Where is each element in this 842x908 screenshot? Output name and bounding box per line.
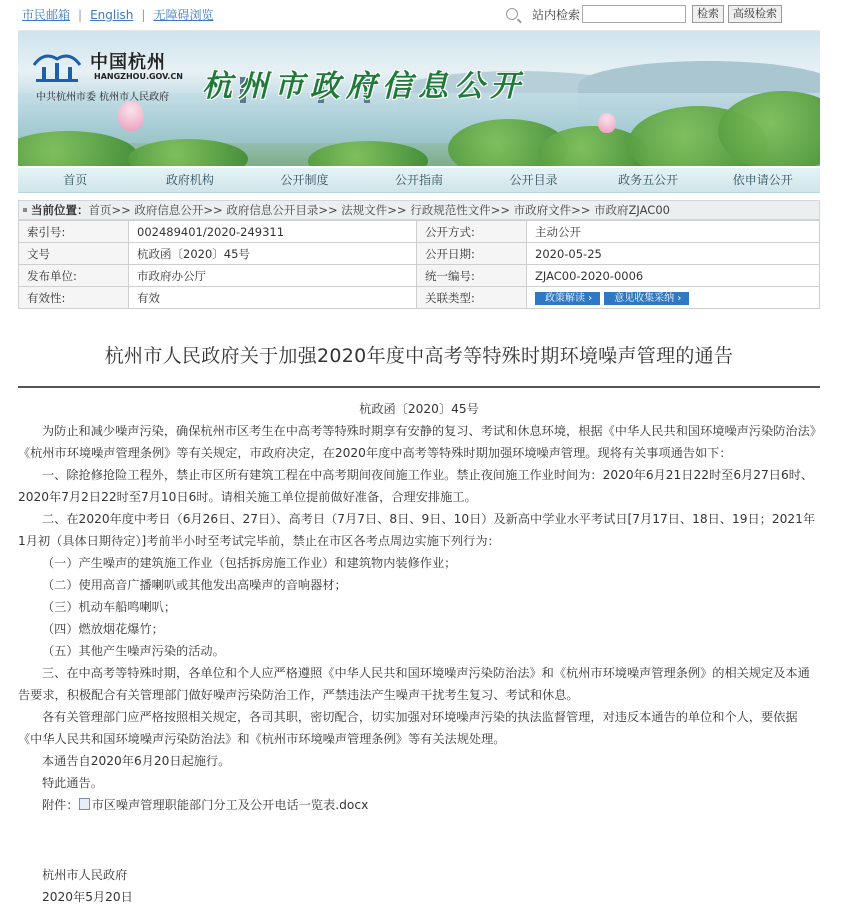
paragraph: 特此通告。 [42,776,103,790]
meta-key: 统一编号: [417,265,527,287]
list-item: （二）使用高音广播喇叭或其他发出高噪声的音响器材； [42,578,347,592]
document-number: 杭政函〔2020〕45号 [359,402,479,416]
search-button[interactable]: 检索 [692,5,724,23]
paragraph: 为防止和减少噪声污染，确保杭州市区考生在中高考等特殊时期享有安静的复习、考试和休息环境，根据《中华人民共和国环境噪声污染防治法》《杭州市环境噪声管理条例》等有关规定，市政府决定，在2020年度中高考等特殊时期加强环境噪声管理。现将有关事项通告如下： [18,424,816,460]
meta-value: 主动公开 [527,221,820,243]
document-meta-table [18,220,820,309]
nav-five-disclosures[interactable]: 政务五公开 [618,173,679,187]
paragraph: 一、除抢修抢险工程外，禁止市区所有建筑工程在中高考期间夜间施工作业。禁止夜间施工作业时间为：2020年6月21日22时至6月27日6时、2020年7月2日22时至7月10日6时。请相关施工单位提前做好准备，合理安排施工。 [18,468,814,504]
meta-value: 杭政函〔2020〕45号 [129,243,417,265]
attachment-label: 附件： [42,798,79,812]
meta-key: 公开方式: [417,221,527,243]
list-item: （四）燃放烟花爆竹； [42,622,164,636]
nav-gov-agencies[interactable]: 政府机构 [165,173,214,187]
breadcrumb-path[interactable]: 首页>> 政府信息公开>> 政府信息公开目录>> 法规文件>> 行政规范性文件>> 市政府文件>> 市政府ZJAC00 [88,203,670,217]
meta-value: 002489401/2020-249311 [129,221,417,243]
citizen-mail-link[interactable]: 市民邮箱 [22,8,71,22]
table-row [19,287,820,309]
breadcrumb-label: 当前位置： [31,203,89,217]
nav-apply-disclosure[interactable]: 依申请公开 [732,173,793,187]
list-item: （三）机动车船鸣喇叭； [42,600,177,614]
meta-key: 有效性: [19,287,129,309]
meta-key: 发布单位: [19,265,129,287]
meta-key: 文号 [19,243,129,265]
paragraph: 二、在2020年度中考日（6月26日、27日）、高考日（7月7日、8日、9日、10日）及新高中学业水平考试日[7月17日、18日、19日；2021年1月初（具体日期待定）]考前半小时至考试完毕前，禁止在市区各考点周边实施下列行为： [18,512,816,548]
meta-value: 有效 [129,287,417,309]
list-item: （五）其他产生噪声污染的活动。 [42,644,225,658]
signature-date: 2020年5月20日 [42,890,133,904]
table-row [19,221,820,243]
signature-org: 杭州市人民政府 [42,868,128,882]
table-row [19,265,820,287]
meta-value: 2020-05-25 [527,243,820,265]
related-type-cell [527,287,820,309]
meta-value: 市政府办公厅 [129,265,417,287]
meta-key: 公开日期: [417,243,527,265]
english-link[interactable]: English [90,8,134,22]
policy-interpretation-button[interactable]: 政策解读 › [535,292,600,305]
main-nav [18,168,820,193]
search-label: 站内检索 [531,7,580,22]
logo-en: HANGZHOU.GOV.CN [94,72,183,81]
hangzhou-logo-icon [32,49,82,83]
attachment-link[interactable]: 市区噪声管理职能部门分工及公开电话一览表.docx [91,798,369,812]
logo-sub: 中共杭州市委 杭州市人民政府 [36,92,170,103]
meta-value: ZJAC00-2020-0006 [527,265,820,287]
top-links: 市民邮箱 | English | 无障碍浏览 [22,8,214,22]
paragraph: 本通告自2020年6月20日起施行。 [42,754,231,768]
bullet-icon [23,208,27,212]
opinion-collection-button[interactable]: 意见收集采纳 › [604,292,689,305]
top-bar [18,0,820,31]
document-body [18,398,820,908]
accessibility-link[interactable]: 无障碍浏览 [153,8,214,22]
paragraph: 各有关管理部门应严格按照相关规定，各司其职，密切配合，切实加强对环境噪声污染的执法监督管理，对违反本通告的单位和个人，要依据《中华人民共和国环境噪声污染防治法》和《杭州市环境噪声管理条例》等有关法规处理。 [18,710,798,746]
attachment [18,794,820,816]
page-title: 杭州市人民政府关于加强2020年度中高考等特殊时期环境噪声管理的通告 [104,345,734,367]
banner-title: 杭州市政府信息公开 [202,69,526,104]
site-search [506,5,786,23]
breadcrumb [18,200,820,220]
advanced-search-button[interactable]: 高级检索 [728,5,782,23]
list-item: （一）产生噪声的建筑施工作业（包括拆房施工作业）和建筑物内装修作业； [42,556,457,570]
header-banner [18,31,820,166]
logo-cn: 中国杭州 [90,52,166,73]
nav-disclosure-catalog[interactable]: 公开目录 [509,173,558,187]
document-file-icon [79,798,90,810]
search-input[interactable] [582,5,686,23]
search-icon [506,8,518,20]
meta-key: 索引号: [19,221,129,243]
paragraph: 三、在中高考等特殊时期，各单位和个人应严格遵照《中华人民共和国环境噪声污染防治法》和《杭州市环境噪声管理条例》的相关规定及本通告要求，积极配合有关管理部门做好噪声污染防治工作，严禁违法产生噪声干扰考生复习、考试和休息。 [18,666,810,702]
title-divider [18,386,820,388]
table-row [19,243,820,265]
nav-disclosure-system[interactable]: 公开制度 [280,173,329,187]
nav-disclosure-guide[interactable]: 公开指南 [395,173,444,187]
nav-home[interactable]: 首页 [63,173,88,187]
meta-key: 关联类型: [417,287,527,309]
